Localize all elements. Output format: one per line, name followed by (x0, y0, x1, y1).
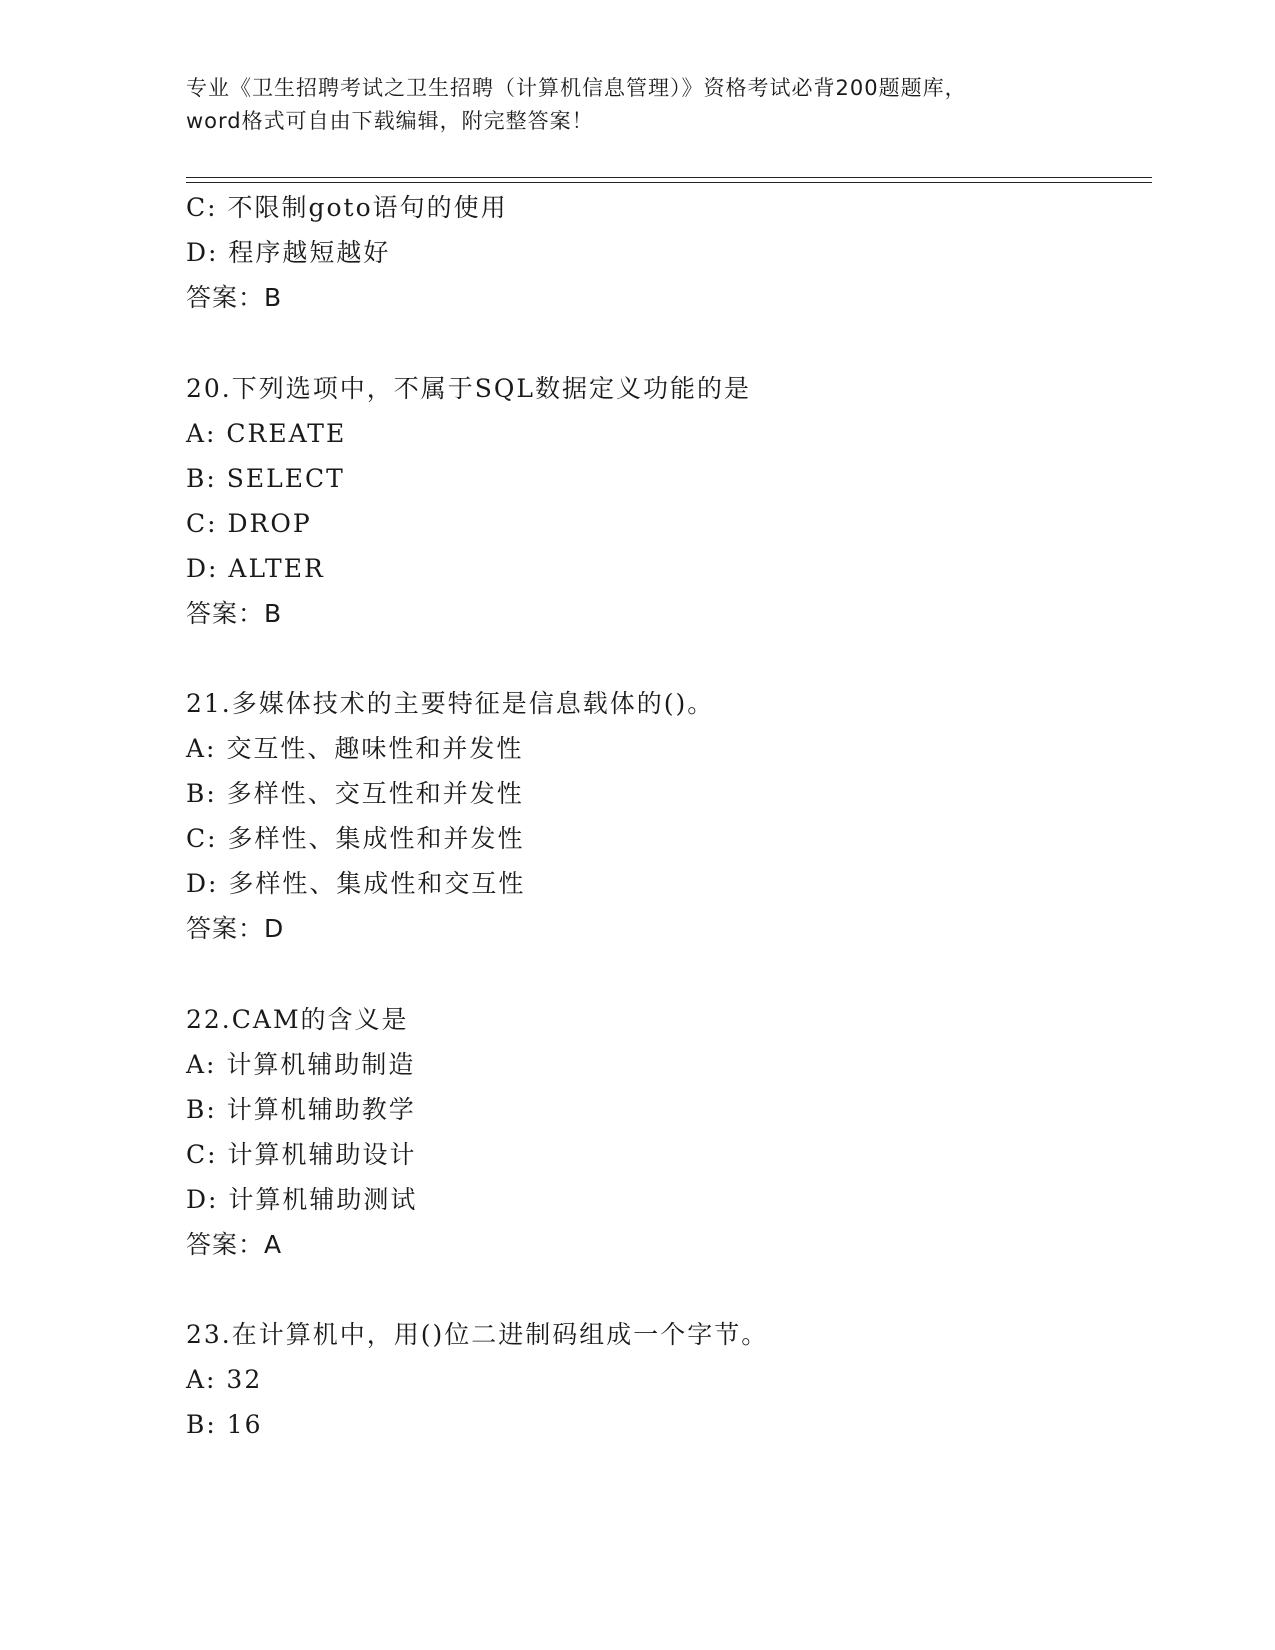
q20-question: 20.下列选项中，不属于SQL数据定义功能的是 (186, 374, 751, 403)
q19-answer: 答案：B (186, 283, 283, 312)
header-divider-bottom (186, 182, 1152, 183)
q21-question: 21.多媒体技术的主要特征是信息载体的()。 (186, 689, 715, 718)
q22-option-c: C: 计算机辅助设计 (186, 1140, 417, 1169)
q21-option-b: B: 多样性、交互性和并发性 (186, 779, 524, 808)
q20-option-d: D: ALTER (186, 554, 325, 583)
q23-option-b: B: 16 (186, 1410, 263, 1439)
q23-option-a: A: 32 (186, 1365, 263, 1394)
q22-option-a: A: 计算机辅助制造 (186, 1050, 416, 1079)
q21-answer: 答案：D (186, 914, 285, 943)
q21-option-d: D: 多样性、集成性和交互性 (186, 869, 526, 898)
q21-option-a: A: 交互性、趣味性和并发性 (186, 734, 524, 763)
header-line-1: 专业《卫生招聘考试之卫生招聘（计算机信息管理）》资格考试必背200题题库， (186, 76, 967, 100)
q22-answer: 答案：A (186, 1230, 283, 1259)
header-line-2: word格式可自由下载编辑，附完整答案！ (186, 109, 594, 133)
q22-question: 22.CAM的含义是 (186, 1005, 409, 1034)
q20-option-b: B: SELECT (186, 464, 345, 493)
document-header (186, 72, 1086, 138)
q20-option-c: C: DROP (186, 509, 312, 538)
q22-option-d: D: 计算机辅助测试 (186, 1185, 418, 1214)
q20-option-a: A: CREATE (186, 419, 347, 448)
q21-option-c: C: 多样性、集成性和并发性 (186, 824, 525, 853)
header-divider-top (186, 177, 1152, 178)
q22-option-b: B: 计算机辅助教学 (186, 1095, 416, 1124)
q20-answer: 答案：B (186, 599, 283, 628)
q19-option-d: D: 程序越短越好 (186, 238, 391, 267)
q19-option-c: C: 不限制goto语句的使用 (186, 193, 508, 222)
q23-question: 23.在计算机中，用()位二进制码组成一个字节。 (186, 1320, 769, 1349)
